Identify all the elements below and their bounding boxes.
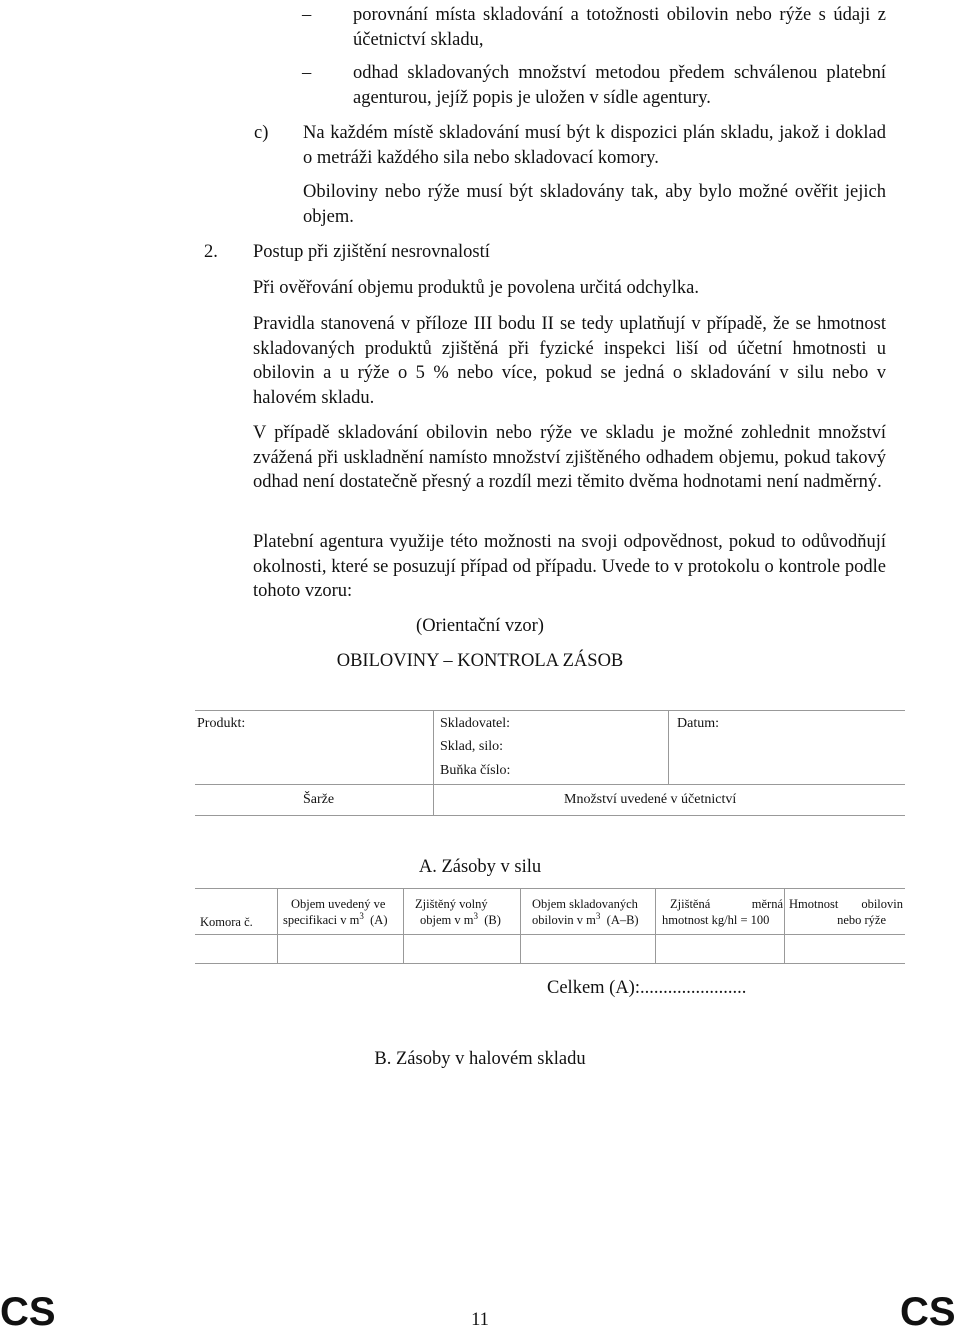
form-header-divider-1 — [433, 710, 434, 815]
celkem-a-total: Celkem (A):....................... — [547, 978, 747, 998]
form-header-top-line — [195, 710, 905, 711]
footer-language-right: CS — [900, 1290, 956, 1334]
footer-language-left: CS — [0, 1290, 56, 1334]
section-2-paragraph-2: Pravidla stanovená v příloze III bodu II se tedy uplatňují v případě, že se hmotnost skladovaných produktů zjištěná při fyzické inspekci liší od účetní hmotnosti u obilovin a u rýže o 5 % nebo více, pokud se jedná o skladování v silu nebo v halovém skladu. — [253, 314, 886, 408]
bullet-text-1: porovnání místa skladování a totožnosti obilovin nebo rýže s údaji z účetnictví skladu, — [353, 5, 886, 50]
col-objem-spec-header — [283, 896, 397, 928]
field-mnozstvi-label: Množství uvedené v účetnictví — [564, 792, 737, 807]
field-datum-label: Datum: — [677, 716, 719, 731]
silo-table-header-line — [195, 934, 905, 935]
silo-table-bottom-line — [195, 963, 905, 964]
col-volny-line-2: objem v m — [420, 913, 474, 927]
silo-table-col-3 — [520, 888, 521, 963]
col-objem-spec-line-1: Objem uvedený ve — [291, 897, 386, 911]
col-objem-spec-sup: 3 — [359, 910, 364, 921]
col-skladovanych-line-3: (A–B) — [606, 913, 639, 927]
silo-table-col-2 — [403, 888, 404, 963]
col-merna-line-2: hmotnost kg/hl = 100 — [662, 913, 770, 927]
item-c-text: Na každém místě skladování musí být k dispozici plán skladu, jakož i doklad o metráži každého sila nebo skladovací komory. — [303, 123, 886, 168]
section-a-title: A. Zásoby v silu — [418, 857, 542, 877]
col-hmotnost-line-2: nebo rýže — [837, 913, 886, 927]
field-skladovatel-label: Skladovatel: — [440, 716, 510, 731]
silo-table-col-5 — [784, 888, 785, 963]
col-skladovanych-sup: 3 — [595, 910, 601, 921]
col-hmotnost-line-1b: obilovin — [861, 897, 903, 911]
col-skladovanych-line-2: obilovin v m — [532, 913, 596, 927]
item-c-label: c) — [254, 123, 269, 143]
form-title: OBILOVINY – KONTROLA ZÁSOB — [336, 651, 624, 671]
form-header-divider-2 — [668, 710, 669, 784]
bullet-dash-1: – — [302, 5, 312, 25]
item-c-note: Obiloviny nebo rýže musí být skladovány tak, aby bylo možné ověřit jejich objem. — [303, 182, 886, 227]
col-volny-line-3: (B) — [484, 913, 501, 927]
form-subtitle: (Orientační vzor) — [416, 616, 544, 636]
field-sklad-silo-label: Sklad, silo: — [440, 739, 504, 754]
bullet-dash-2: – — [302, 63, 312, 83]
col-volny-line-1: Zjištěný volný — [415, 897, 488, 911]
section-2-paragraph-3: V případě skladování obilovin nebo rýže ve skladu je možné zohlednit množství zvážená při uskladnění namísto množství zjištěného odhadem objemu, pokud takový odhad není dostatečně přesný a rozdíl mezi těmito dvěma hodnotami není nadměrný. — [253, 423, 886, 492]
col-merna-header — [662, 896, 783, 928]
form-header-mid-line — [195, 784, 905, 785]
section-2-number: 2. — [204, 242, 218, 262]
bullet-text-2: odhad skladovaných množství metodou předem schválenou platební agenturou, jejíž popis je uložen v sídle agentury. — [353, 63, 886, 108]
col-merna-line-1b: měrná — [751, 897, 783, 911]
field-bunka-label: Buňka číslo: — [440, 763, 511, 778]
col-skladovanych-line-1: Objem skladovaných — [532, 897, 638, 911]
form-header-bottom-line — [195, 815, 905, 816]
silo-table-top-line — [195, 888, 905, 889]
field-produkt-label: Produkt: — [197, 716, 246, 731]
col-hmotnost-header — [789, 896, 903, 928]
section-2-heading: Postup při zjištění nesrovnalostí — [253, 242, 490, 262]
section-b-title: B. Zásoby v halovém skladu — [374, 1049, 586, 1069]
col-objem-spec-line-3: (A) — [370, 913, 388, 927]
col-volny-header — [415, 896, 515, 928]
section-2-paragraph-1: Při ověřování objemu produktů je povolena určitá odchylka. — [253, 278, 699, 298]
col-merna-line-1a: Zjištěná — [670, 897, 711, 911]
col-hmotnost-line-1a: Hmotnost — [789, 897, 839, 911]
col-komora-header: Komora č. — [200, 915, 253, 929]
footer-page-number: 11 — [471, 1310, 489, 1330]
field-sarze-label: Šarže — [303, 792, 335, 807]
col-volny-sup: 3 — [473, 910, 478, 921]
silo-table-col-4 — [655, 888, 656, 963]
silo-table-col-1 — [277, 888, 278, 963]
col-skladovanych-header — [532, 896, 652, 928]
col-objem-spec-line-2: specifikaci v m — [283, 913, 360, 927]
section-2-paragraph-4: Platební agentura využije této možnosti na svoji odpovědnost, pokud to odůvodňují okolnosti, které se posuzují případ od případu. Uvede to v protokolu o kontrole podle tohoto vzoru: — [253, 532, 886, 601]
